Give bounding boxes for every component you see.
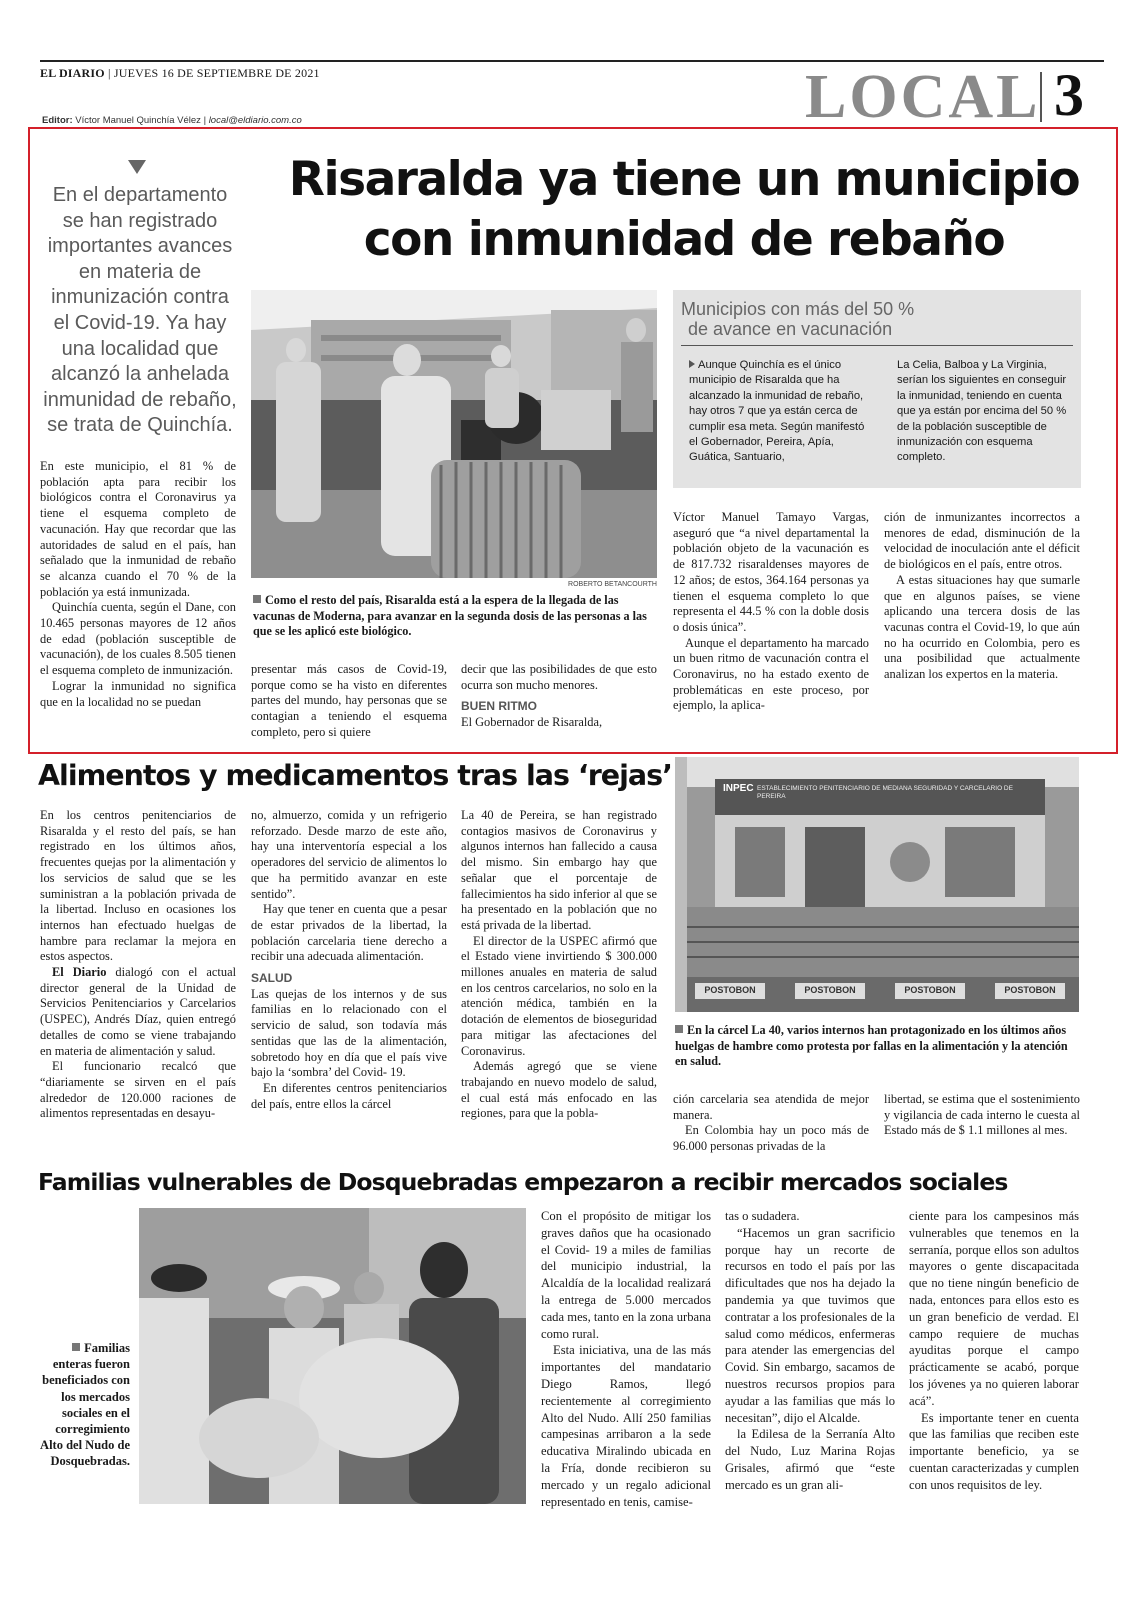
article2-headline: Alimentos y medicamentos tras las ‘rejas’ bbox=[38, 759, 672, 792]
article1-col1 bbox=[40, 459, 236, 710]
article1-paragraph: En este municipio, el 81 % de población apta para recibir los biológicos contra el Coronavirus ya tiene el esquema completo de vacunación. Hay que recordar que las autoridades de salud en el país, han señalado que la inmunidad de rebaño se alcanza cuando el 70 % de la población ya está inmunizada. bbox=[40, 459, 236, 599]
editor-email[interactable]: local@eldiario.com.co bbox=[208, 115, 302, 126]
article1-caption bbox=[253, 593, 657, 640]
article1-paragraph: presentar más casos de Covid-19, porque como se ha visto en diferentes partes del mundo, hay personas que se contagian a teniendo el esquema completo, pero si quiere bbox=[251, 662, 447, 739]
article1-photo bbox=[251, 290, 657, 578]
article1-paragraph: Víctor Manuel Tamayo Vargas, aseguró que “a nivel departamental la población objeto de la vacunación es de 817.732 risaraldenses mayores de 12 años; de estos, 364.164 personas ya tienen el esquema completo lo que representa el 44.5 % con la doble dosis o dosis única”. bbox=[673, 510, 869, 634]
sidebar-rule bbox=[681, 345, 1073, 346]
article2-paragraph: libertad, se estima que el sostenimiento y vigilancia de cada interno le cuesta al Estado más de $ 1.1 millones al mes. bbox=[884, 1092, 1080, 1138]
article2-col5 bbox=[884, 1092, 1080, 1139]
caption-square-icon bbox=[253, 595, 261, 603]
photo-sign-establishment: ESTABLECIMIENTO PENITENCIARIO DE MEDIANA SEGURIDAD Y CARCELARIO DE PEREIRA bbox=[757, 785, 1013, 800]
article3-col2 bbox=[725, 1208, 895, 1494]
article3-paragraph: Es importante tener en cuenta que las familias que reciben este importante beneficio, ya se cuentan caracterizadas y cumplen con unos requisitos de ley. bbox=[909, 1410, 1079, 1492]
article3-caption-text: Familias enteras fueron beneficiados con los mercados sociales en el corregimiento Alto del Nudo de Dosquebradas. bbox=[40, 1341, 130, 1469]
article2-paragraph: En los centros penitenciarios de Risaralda y el resto del país, se han registrado en los últimos años, frecuentes quejas por la alimentación y los servicios de salud que se les suministran a la población privada de la libertad. Incluso en ocasiones los internos han efectuado huelgas de hambre para reclamar la mejora en estos aspectos. bbox=[40, 808, 236, 964]
sidebar-title-line1: Municipios con más del 50 % bbox=[681, 299, 915, 319]
article1-paragraph: decir que las posibilidades de que esto ocurra son mucho menores. bbox=[461, 662, 657, 692]
photo-banner-1: POSTOBON bbox=[704, 985, 756, 995]
caption-square-icon bbox=[675, 1025, 683, 1033]
article1-col2 bbox=[251, 662, 447, 741]
article2-bold-lead: El Diario bbox=[52, 965, 107, 980]
vaccination-sidebar bbox=[673, 290, 1081, 488]
article2-col3 bbox=[461, 808, 657, 1122]
article1-paragraph: ción de inmunizantes incorrectos a menores de edad, disminución de la velocidad de inoculación ante el déficit de biológicos en el país, entre otros. bbox=[884, 510, 1080, 572]
article1-headline bbox=[258, 150, 1110, 270]
article3-paragraph: Esta iniciativa, una de las más importantes del mandatario Diego Ramos, llegó recientemente al corregimiento Alto del Nudo. Allí 250 familias campesinas arribaron a la sede educativa Miralindo ubicada en la Fría, donde recibieron su mercado y un regalo adicional representado en tenis, camise- bbox=[541, 1343, 711, 1509]
sidebar-text-left bbox=[689, 358, 869, 466]
article2-caption-text: En la cárcel La 40, varios internos han protagonizado en los últimos años huelgas de hambre como protesta por fallas en la alimentación y la atención en salud. bbox=[675, 1023, 1068, 1068]
deck-arrow-icon bbox=[128, 160, 146, 174]
masthead-separator: | bbox=[108, 66, 114, 80]
sidebar-title bbox=[681, 299, 914, 339]
sidebar-arrow-icon bbox=[689, 360, 695, 368]
article2-paragraph: no, almuerzo, comida y un refrigerio reforzado. Desde marzo de este año, hay una interventoría especial a los operadores del servicio de alimentos lo que ha permitido avanzar en este sentido”. bbox=[251, 808, 447, 901]
article2-paragraph: La 40 de Pereira, se han registrado contagios masivos de Coronavirus y algunos internos han fallecido a causa del mismo. Sin embargo hay que señalar que el porcentaje de fallecimientos ha sido inferior al que se ha presentado en la población que no está privada de la libertad. bbox=[461, 808, 657, 932]
article1-col3 bbox=[461, 662, 657, 731]
article1-col4 bbox=[673, 510, 869, 714]
editor-label: Editor: bbox=[42, 115, 73, 126]
masthead-divider bbox=[1040, 72, 1042, 122]
article1-caption-text: Como el resto del país, Risaralda está a la espera de la llegada de las vacunas de Moderna, para avanzar en la segunda dosis de las personas a las que se les aplicó este biológico. bbox=[253, 593, 647, 638]
article2-paragraph: Las quejas de los internos y de sus familias en lo relacionado con el servicio de salud, son todavía más sentidas que las de la alimentación, sobretodo hoy en día que el país vive bajo la ‘sombra’ del Covid- 19. bbox=[251, 986, 447, 1080]
article1-subhead: BUEN RITMO bbox=[461, 699, 537, 714]
article2-paragraph: Hay que tener en cuenta que a pesar de estar privados de la libertad, la población carcelaria tiene derecho a recibir una adecuada alimentación. bbox=[251, 902, 447, 964]
page-number: 3 bbox=[1054, 62, 1084, 128]
article2-paragraph: El funcionario recalcó que “diariamente se sirven en el país alrededor de 120.000 raciones de alimentos representadas en desayu- bbox=[40, 1059, 236, 1121]
article2-paragraph: Además agregó que se viene trabajando en nuevo modelo de salud, el cual está más enfocado en las regiones, para que la pobla- bbox=[461, 1059, 657, 1121]
market-delivery-photo-illustration bbox=[139, 1208, 526, 1504]
editor-separator: | bbox=[203, 115, 209, 126]
article1-paragraph: A estas situaciones hay que sumarle que en algunos países, se viene aplicando una tercera dosis de las vacunas contra el Covid-19, lo que aún no ha ocurrido en Colombia, pero es una posibilidad que actualmente analizan los expertos en la materia. bbox=[884, 572, 1080, 682]
article3-paragraph: tas o sudadera. bbox=[725, 1209, 800, 1223]
article2-paragraph-text: dialogó con el actual director general de la Unidad de Servicios Penitenciarios y Carcelarios (USPEC), Andrés Díaz, quien entregó detalles de como se viene trabajando en materia de alimentación y salud. bbox=[40, 965, 237, 1058]
article1-deck: En el departamento se han registrado importantes avances en materia de inmunización contra el Covid-19. Ya hay una localidad que alcanzó la anhelada inmunidad de rebaño, se trata de Quinchía. bbox=[43, 184, 237, 437]
article3-col1 bbox=[541, 1208, 711, 1510]
article2-col4 bbox=[673, 1092, 869, 1155]
article3-col3 bbox=[909, 1208, 1079, 1494]
masthead-section: LOCAL bbox=[805, 63, 1041, 131]
article2-col1 bbox=[40, 808, 236, 1122]
article2-paragraph bbox=[40, 965, 236, 1059]
article1-headline-line2: con inmunidad de rebaño bbox=[363, 212, 1005, 267]
article3-paragraph: Con el propósito de mitigar los graves daños que ha ocasionado el Covid- 19 a miles de familias del municipio industrial, la Alcaldía de la localidad realizará la entrega de 5.000 mercados cada mes, tanto en la zona urbana como rural. bbox=[541, 1209, 711, 1341]
article1-paragraph: El Gobernador de Risaralda, bbox=[461, 715, 603, 730]
editor-name: Víctor Manuel Quinchía Vélez bbox=[75, 115, 201, 126]
article3-headline: Familias vulnerables de Dosquebradas empezaron a recibir mercados sociales bbox=[38, 1168, 1008, 1196]
caption-square-icon bbox=[72, 1343, 80, 1351]
paper-name: EL DIARIO bbox=[40, 66, 105, 80]
article2-caption bbox=[675, 1023, 1079, 1070]
editor-line bbox=[42, 115, 302, 126]
photo-banner-3: POSTOBON bbox=[904, 985, 956, 995]
article3-paragraph: la Edilesa de la Serranía Alto del Nudo, Luz Marina Rojas Grisales, afirmó que “este mercado es un gran ali- bbox=[725, 1427, 895, 1492]
photo-sign-inpec: INPEC bbox=[723, 783, 754, 794]
issue-date: JUEVES 16 DE SEPTIEMBRE DE 2021 bbox=[113, 66, 320, 80]
photo-banner-4: POSTOBON bbox=[1004, 985, 1056, 995]
sidebar-text-left-body: Aunque Quinchía es el único municipio de Risaralda que ha alcanzado la inmunidad de rebaño, hay otros 7 que ya están cerca de cumplir esa meta. Según manifestó el Gobernador, Pereira, Apía, Guática, Santuario, bbox=[689, 359, 865, 464]
article1-paragraph: Aunque el departamento ha marcado un buen ritmo de vacunación contra el Coronavirus, no ha estado exento de problemáticas en este proceso, por ejemplo, la aplica- bbox=[673, 635, 869, 713]
masthead-dateline bbox=[40, 66, 320, 81]
sidebar-title-line2: de avance en vacunación bbox=[688, 319, 893, 339]
article1-col5 bbox=[884, 510, 1080, 683]
sidebar-text-right: La Celia, Balboa y La Virginia, serían los siguientes en conseguir la inmunidad, teniendo en cuenta que ya están por encima del 50 % de la población susceptible de inmunización con esquema completo. bbox=[897, 359, 1067, 464]
article2-photo bbox=[675, 757, 1079, 1012]
article1-photo-credit: ROBERTO BETANCOURTH bbox=[568, 581, 657, 588]
article3-paragraph: “Hacemos un gran sacrificio porque hay un recorte de recursos en todo el país por las dificultades que nos ha dejado la pandemia ya que tuvimos que contratar a los profesionales de la salud como médicos, enfermeras para atender las emergencias del Covid. Sin embargo, sacamos de nuestros recursos propios para ayudar a las familias que más lo necesitan”, dijo el Alcalde. bbox=[725, 1225, 895, 1425]
article2-subhead: SALUD bbox=[251, 971, 293, 986]
article2-paragraph: En diferentes centros penitenciarios del país, entre ellos la cárcel bbox=[251, 1080, 447, 1111]
article2-paragraph: ción carcelaria sea atendida de mejor manera. bbox=[673, 1092, 869, 1122]
article3-paragraph: ciente para los campesinos más vulnerables que tenemos en la serranía, porque ellos son adultos mayores o gente discapacitada que no tiene ningún beneficio de nada, entonces para ellos esto es un gran beneficio de verdad. El campo requiere de muchas ayuditas porque el campo prácticamente se acabó, porque los jóvenes ya no quieren laborar acá”. bbox=[909, 1209, 1079, 1408]
article2-paragraph: En Colombia hay un poco más de 96.000 personas privadas de la bbox=[673, 1123, 869, 1154]
article3-caption bbox=[40, 1340, 130, 1470]
article1-paragraph: Lograr la inmunidad no significa que en la localidad no se puedan bbox=[40, 678, 236, 709]
article1-headline-line1: Risaralda ya tiene un municipio bbox=[288, 152, 1080, 207]
article3-photo bbox=[139, 1208, 526, 1504]
masthead-top-rule bbox=[40, 60, 1104, 62]
article2-col2 bbox=[251, 808, 447, 1112]
photo-banner-2: POSTOBON bbox=[804, 985, 856, 995]
vaccination-photo-illustration bbox=[251, 290, 657, 578]
article2-paragraph: El director de la USPEC afirmó que el Estado viene invirtiendo $ 300.000 millones anuales en materia de salud en los centros carcelarios, no solo en la atención médica, también en la dotación de elementos de bioseguridad para mitigar las afectaciones del Coronavirus. bbox=[461, 933, 657, 1058]
article1-paragraph: Quinchía cuenta, según el Dane, con 10.465 personas mayores de 12 años de edad (población susceptible de vacunación), de los cuales 8.505 tienen el esquema completo de inmunización. bbox=[40, 600, 236, 678]
